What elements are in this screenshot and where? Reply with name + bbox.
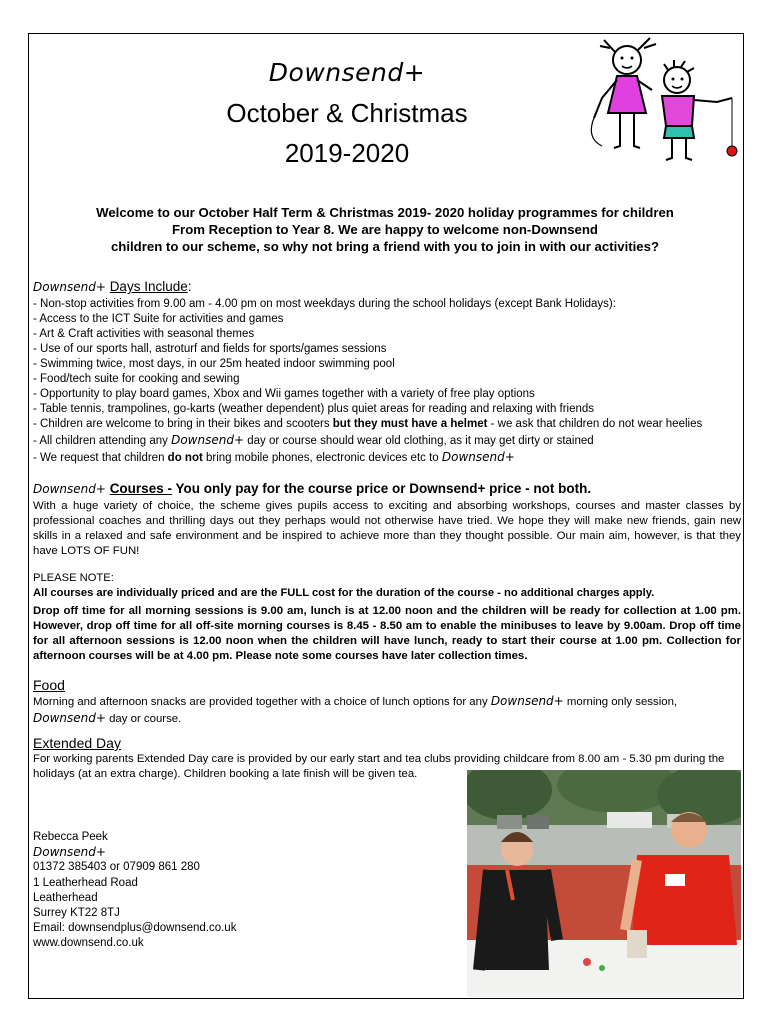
please-note (33, 571, 741, 601)
days-list (33, 297, 743, 466)
courses-paragraph: With a huge variety of choice, the scheme gives pupils access to exciting and absorbing workshops, courses and master classes by professional coaches and thrilling days out they perhaps would not otherwise have tried. We hope they will make new friends, gain new skills in a relaxed and safe environment and be inspired to achieve more than they thought possible. Our main aim, however, is that they have LOTS OF FUN! (33, 500, 741, 557)
contact-block (33, 830, 236, 952)
page-title: October & Christmas (226, 98, 468, 128)
note-label: PLEASE NOTE: (33, 572, 114, 584)
food-paragraph: Morning and afternoon snacks are provided together with a choice of lunch options for any Downsend+ morning only session, Downsend+ day or course. (33, 694, 678, 725)
extended-day-paragraph: For working parents Extended Day care is provided by our early start and tea clubs providing childcare from 8.00 am - 5.30 pm during the holidays (at an extra charge). Children booking a late finish will be given tea. (33, 753, 725, 780)
children-photo (467, 770, 741, 997)
contact-phone: 01372 385403 or 07909 861 280 (33, 861, 200, 874)
food-heading: Food (33, 677, 65, 693)
contact-name: Rebecca Peek (33, 831, 108, 843)
list-item: - Access to the ICT Suite for activities and games (33, 313, 284, 325)
contact-address-1: 1 Leatherhead Road (33, 876, 138, 889)
days-heading: Downsend+ Days Include: (33, 279, 192, 294)
contact-brand: Downsend+ (33, 845, 106, 860)
list-item: - Use of our sports hall, astroturf and fields for sports/games sessions (33, 343, 387, 355)
dropoff-paragraph: Drop off time for all morning sessions is 9.00 am, lunch is at 12.00 noon and the children will be ready for collection at 1.00 pm. However, drop off time for all off-site morning courses is 8.45 - 8.50 am to enable the minibuses to leave by 9.00am. Drop off time for all afternoon sessions is 12.00 noon when the children will have lunch, ready to start their course at 1.00 pm. Collection for afternoon courses will be at 4.00 pm. Please note some courses have later collection times. (33, 605, 741, 662)
page-year: 2019-2020 (284, 138, 410, 168)
list-item: - Opportunity to play board games, Xbox and Wii games together with a variety of free play options (33, 388, 535, 400)
list-item: - Swimming twice, most days, in our 25m heated indoor swimming pool (33, 358, 395, 370)
list-item: - Non-stop activities from 9.00 am - 4.00 pm on most weekdays during the school holidays (except Bank Holidays): (33, 298, 616, 310)
list-item: - Table tennis, trampolines, go-karts (weather dependent) plus quiet areas for reading and relaxing with friends (33, 403, 595, 415)
note-text: All courses are individually priced and are the FULL cost for the duration of the course - no additional charges apply. (33, 587, 655, 599)
extended-day-heading: Extended Day (33, 735, 121, 751)
contact-website: www.downsend.co.uk (33, 937, 144, 950)
contact-email: Email: downsendplus@downsend.co.uk (33, 922, 237, 935)
header-brand: Downsend+ (268, 58, 426, 87)
contact-address-3: Surrey KT22 8TJ (33, 907, 120, 920)
list-item: - Food/tech suite for cooking and sewing (33, 373, 240, 385)
list-item: - All children attending any Downsend+ day or course should wear old clothing, as it may get dirty or stained (33, 433, 594, 447)
contact-address-2: Leatherhead (33, 891, 98, 904)
courses-heading: Downsend+ Courses - You only pay for the course price or Downsend+ price - not both. (33, 481, 592, 496)
list-item: - Art & Craft activities with seasonal themes (33, 328, 255, 340)
kids-illustration (582, 28, 742, 168)
welcome-message: Welcome to our October Half Term & Christmas 2019- 2020 holiday programmes for children From Reception to Year 8. We are happy to welcome non-Downsend children to our scheme, so why not bring a friend with you to join in with our activities? (96, 205, 674, 254)
list-item: - We request that children do not bring mobile phones, electronic devices etc to Downsend+ (33, 450, 515, 464)
list-item: - Children are welcome to bring in their bikes and scooters but they must have a helmet - we ask that children do not wear heelies (33, 418, 703, 430)
